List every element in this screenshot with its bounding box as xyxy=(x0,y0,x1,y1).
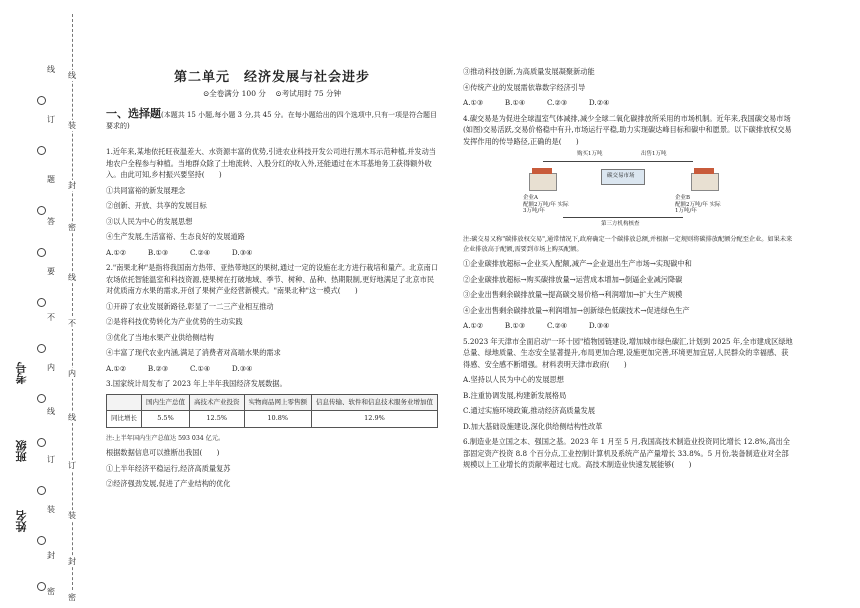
option-item: ③企业出售剩余碳排放量→提高碳交易价格→利润增加→扩大生产规模 xyxy=(463,290,683,299)
factory-a-icon xyxy=(529,173,557,191)
margin-char: 线 xyxy=(47,407,55,416)
margin-char: 内 xyxy=(47,363,55,372)
exam-info xyxy=(106,88,438,99)
option-item: ④生产发展,生活富裕、生态良好的发展道路 xyxy=(106,232,245,241)
right-column xyxy=(463,66,793,475)
seal-char: 线 xyxy=(68,413,76,422)
option-item: ③以人民为中心的发展思想 xyxy=(106,216,193,226)
margin-char: 不 xyxy=(47,313,55,322)
timer-icon: ⊙ xyxy=(275,89,282,98)
seal-char: 订 xyxy=(68,461,76,470)
economic-data-table xyxy=(106,394,438,428)
question-4-note: 注:碳交易又称"碳排放权交易",通常情况下,政府确定一个碳排放总额,并根据一定规则将碳排放配额分配至企业。如果未来企业排放高于配额,需要到市场上购买配额。 xyxy=(463,236,793,253)
question-1: 1.近年来,某地依托旺夜温差大、水资源丰富的优势,引进农业科技开发公司进行黑木耳示范种植,并发动当地农户全程参与种植。当地群众除了土地流转、入股分红的收入外,还能通过在木耳基地务工获得额外收入。由此可知,乡村振兴要坚持( ) xyxy=(106,147,436,179)
factory-b-icon xyxy=(691,173,719,191)
seal-char: 封 xyxy=(68,557,76,566)
table-header-cell: 信息传输、软件和信息技术服务业增加值 xyxy=(312,394,438,411)
page-title: 第二单元 经济发展与社会进步 xyxy=(173,70,370,85)
option-item: ④丰富了现代农业内涵,满足了消费者对高端水果的需求 xyxy=(106,348,281,357)
question-3-options-cont xyxy=(463,66,793,93)
seal-char: 装 xyxy=(68,511,76,520)
seal-char: 不 xyxy=(68,319,76,328)
option-item: A.坚持以人民为中心的发展思想 xyxy=(463,375,564,384)
section-note: (本题共 15 小题,每小题 3 分,共 45 分。在每小题给出的四个选项中,只有一项是符合题目要求的) xyxy=(106,111,438,130)
question-4: 4.碳交易是为促进全球温室气体减排,减少全球二氧化碳排放所采用的市场机制。近年来,我国碳交易市场(如图)交易活跃,交易价格稳中有升,市场运行平稳,助力实现碳达峰目标和碳中和愿景。以下碳排放权交易发挥作用的传导路径,正确的是( ) xyxy=(463,113,792,146)
exam-time: 考试用时 75 分钟 xyxy=(281,89,342,98)
sell-label: 出售1万吨 xyxy=(641,151,667,157)
option-item: ③推动科技创新,为高质量发展凝聚新动能 xyxy=(463,67,595,76)
option-item: ②创新、开放、共享的发展目标 xyxy=(106,201,207,210)
buy-label: 购买1万吨 xyxy=(577,151,603,157)
binding-margin xyxy=(0,0,92,608)
carbon-trading-diagram xyxy=(523,151,723,231)
question-2-options xyxy=(106,301,438,359)
binding-hole-icon xyxy=(37,298,46,307)
margin-char: 密 xyxy=(47,587,55,596)
question-1-choices: A.①② B.①③ C.②④ D.③④ xyxy=(106,247,253,257)
question-6: 6.制造业是立国之本、强国之基。2023 年 1 月至 5 月,我国高技术制造业投资同比增长 12.8%,高出全部固定资产投资 8.8 个百分点,工业控制计算机及系统产品产量增长 33.8%。5 月份,装备制造业对全部规模以上工业增长的贡献率超过七成。高技术制造业快速发展能够( ) xyxy=(463,437,790,469)
option-item: ③优化了当地水果产业供给侧结构 xyxy=(106,332,214,342)
verify-line xyxy=(563,217,683,218)
margin-char: 题 xyxy=(47,175,55,184)
verify-label: 第三方机构核查 xyxy=(601,221,640,227)
left-column xyxy=(106,146,438,494)
student-field: 考号 xyxy=(15,362,28,384)
margin-char: 装 xyxy=(47,505,55,514)
seal-char: 装 xyxy=(68,121,76,130)
table-note: 注:上半年国内生产总值达 593 034 亿元。 xyxy=(106,434,225,442)
clock-icon: ⊙ xyxy=(202,89,210,98)
option-item: ④企业出售剩余碳排放量→利润增加→创新绿色低碳技术→促进绿色生产 xyxy=(463,305,690,315)
binding-hole-icon xyxy=(37,344,46,353)
option-item: ①开辟了农业发展新路径,彰显了一二三产业相互推动 xyxy=(106,301,274,311)
table-row xyxy=(107,411,438,428)
binding-hole-icon xyxy=(37,146,46,155)
binding-hole-icon xyxy=(37,96,46,105)
table-cell: 10.8% xyxy=(244,411,312,428)
binding-hole-icon xyxy=(37,394,46,403)
seal-char: 密 xyxy=(68,223,76,232)
binding-hole-icon xyxy=(37,486,46,495)
option-item: ①共同富裕的新发展理念 xyxy=(106,185,186,195)
question-4-options xyxy=(463,258,793,316)
table-header-cell: 实物商品网上零售额 xyxy=(244,394,312,411)
student-field: 班级 xyxy=(15,440,28,462)
question-2-choices: A.①② B.②③ C.①④ D.③④ xyxy=(106,363,253,373)
question-5-options xyxy=(463,374,793,432)
option-item: ①企业碳排放超标→企业买入配额,减产→企业退出生产市场→实现碳中和 xyxy=(463,259,692,268)
section-heading xyxy=(106,108,438,132)
seal-char: 封 xyxy=(68,181,76,190)
question-3: 3.国家统计局发布了 2023 年上半年我国经济发展数据。 xyxy=(106,379,287,388)
question-5: 5.2023 年天津市全面启动"一环十园"植物园链建设,增加城市绿色碳汇,计划到 2025 年,全市建成区绿地总量、绿地质量、生态安全显著提升,布局更加合理,设施更加完善,环境更加宜居,人民群众的幸福感、获得感、安全感不断增强。材料表明天津市政府( ) xyxy=(463,336,793,369)
option-item: C.通过实施环境政策,推动经济高质量发展 xyxy=(463,406,596,415)
binding-hole-icon xyxy=(37,248,46,257)
trade-arrow xyxy=(543,161,693,162)
seal-char: 内 xyxy=(68,369,76,378)
table-header-row xyxy=(107,394,438,411)
market-label: 碳交易市场 xyxy=(607,173,635,179)
table-header-cell xyxy=(107,394,142,411)
question-3-choices: A.①③ B.①④ C.②③ D.②④ xyxy=(463,98,610,107)
question-4-choices: A.①② B.①③ C.②④ D.③④ xyxy=(463,321,610,330)
seal-char: 线 xyxy=(68,71,76,80)
table-cell: 12.5% xyxy=(190,411,245,428)
binding-hole-icon xyxy=(37,438,46,447)
table-cell: 12.9% xyxy=(312,411,438,428)
option-item: ②企业碳排放超标→购买碳排放量→运营成本增加→倒逼企业减污降碳 xyxy=(463,274,683,284)
student-field: 姓名 xyxy=(15,510,28,532)
margin-char: 订 xyxy=(47,115,55,124)
margin-char: 要 xyxy=(47,267,55,276)
company-a xyxy=(523,195,571,215)
company-b xyxy=(675,195,723,215)
option-item: D.加大基础设施建设,深化供给侧结构性改革 xyxy=(463,421,603,431)
question-3-options xyxy=(106,463,438,490)
table-header-cell: 国内生产总值 xyxy=(142,394,190,411)
table-header-cell: 高技术产业投资 xyxy=(190,394,245,411)
margin-char: 订 xyxy=(47,455,55,464)
full-score: 全卷满分 100 分 xyxy=(209,89,266,98)
company-b-label: 企业B xyxy=(675,195,691,201)
option-item: B.注重协调发展,构建新发展格局 xyxy=(463,390,567,400)
margin-char: 封 xyxy=(47,551,55,560)
option-item: ④传统产业的发展需依靠数字经济引导 xyxy=(463,82,586,92)
company-b-detail: 配额2万吨/年 实际1万吨/年 xyxy=(675,201,721,214)
binding-hole-icon xyxy=(37,536,46,545)
seal-char: 密 xyxy=(68,593,76,602)
company-a-label: 企业A xyxy=(523,195,538,201)
seal-char: 线 xyxy=(68,273,76,282)
margin-char: 线 xyxy=(47,65,55,74)
option-item: ①上半年经济平稳运行,经济高质量复苏 xyxy=(106,463,231,473)
table-cell: 5.5% xyxy=(142,411,190,428)
section-title: 一、选择题 xyxy=(106,107,161,120)
question-3-lead: 根据数据信息可以推断出我国( ) xyxy=(106,448,220,457)
option-item: ②经济强劲发展,促进了产业结构的优化 xyxy=(106,479,231,488)
question-1-options xyxy=(106,185,438,243)
company-a-detail: 配额2万吨/年 实际3万吨/年 xyxy=(523,201,569,214)
question-2: 2."南果北种"是指将我国南方热带、亚热带地区的果树,通过一定的设施在北方进行栽培和量产。北京南口农场依托智能温室和科技资源,使果树在打破地域、季节、树种、品种、热期限制,更好地满足了北京市民对优质南方水果的需求,开创了果树产业经营新模式。"南果北种"这一模式( ) xyxy=(106,263,439,295)
binding-hole-icon xyxy=(37,206,46,215)
option-item: ②是将科技优势转化为产业优势的生动实践 xyxy=(106,317,243,326)
table-cell: 同比增长 xyxy=(107,411,142,428)
margin-char: 答 xyxy=(47,217,55,226)
